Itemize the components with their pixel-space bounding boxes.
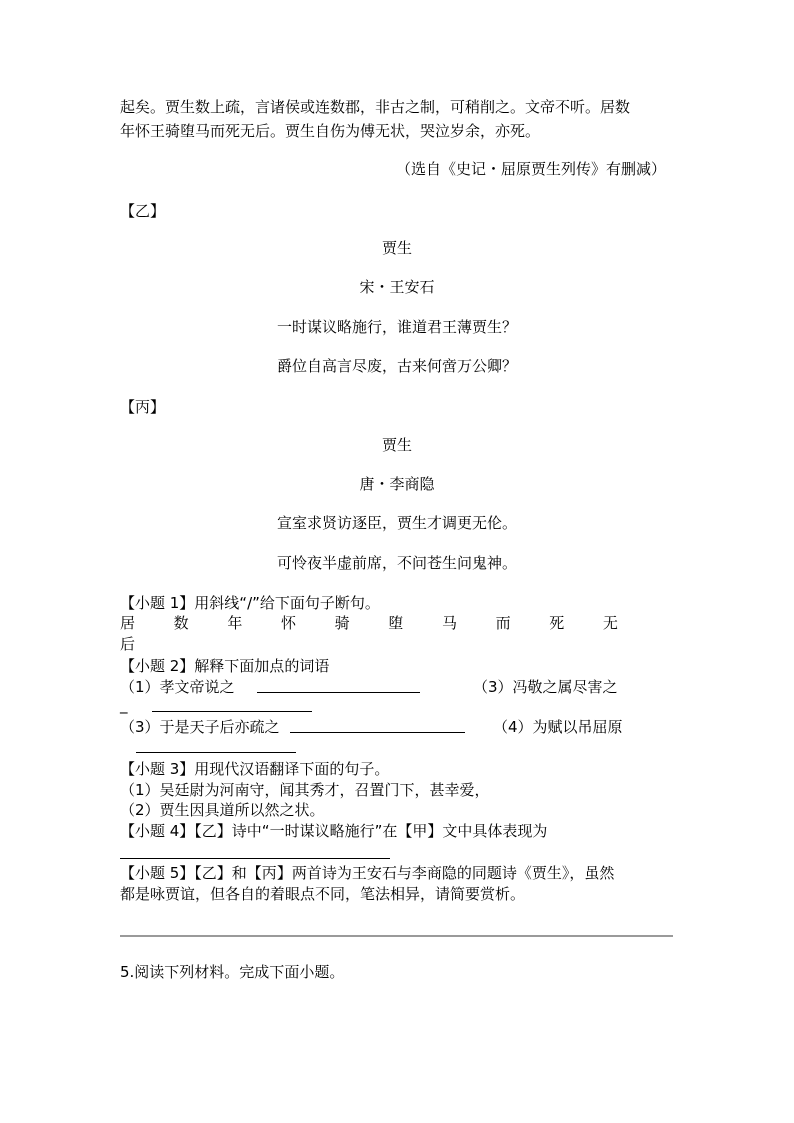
question-2-item-3: （3）于是天子后亦疏之 <box>120 718 280 736</box>
sentence-char: 怀 <box>280 614 296 632</box>
sentence-char: 骑 <box>334 614 350 632</box>
question-2-item-2: （3）冯敬之属尽害之 <box>473 678 618 696</box>
sentence-char: 死 <box>549 614 565 632</box>
question-3-item-2: （2）贾生因具道所以然之状。 <box>120 801 325 819</box>
poem-bing-author: 唐・李商隐 <box>359 475 435 493</box>
poem-bing-line-2: 可怜夜半虚前席，不问苍生问鬼神。 <box>276 554 517 572</box>
question-2-item-1: （1）孝文帝说之 <box>120 678 235 696</box>
poem-yi-line-1: 一时谋议略施行，谁道君王薄贾生？ <box>276 318 517 336</box>
answer-blank-2-1[interactable] <box>257 692 420 693</box>
question-1-prompt: 【小题 1】用斜线“/”给下面句子断句。 <box>120 594 380 612</box>
poem-yi-author: 宋・王安石 <box>359 278 435 296</box>
section-marker-bing: 【丙】 <box>120 398 166 416</box>
sentence-last-char: 后 <box>120 635 136 653</box>
question-5-line-2: 都是咏贾谊，但各自的着眼点不同，笔法相异，请简要赏析。 <box>120 885 526 903</box>
question-1-sentence <box>120 612 618 633</box>
answer-blank-2-3[interactable] <box>290 732 465 733</box>
question-5-line-1: 【小题 5】【乙】和【丙】两首诗为王安石与李商隐的同题诗《贾生》，虽然 <box>120 864 615 882</box>
sentence-char: 数 <box>173 614 189 632</box>
question-3-item-1: （1）吴廷尉为河南守，闻其秀才，召置门下，甚幸爱， <box>120 781 490 799</box>
sentence-char: 年 <box>227 614 243 632</box>
sentence-char: 而 <box>495 614 511 632</box>
question-3-prompt: 【小题 3】用现代汉语翻译下面的句子。 <box>120 760 390 778</box>
passage-line-1: 起矣。贾生数上疏，言诸侯或连数郡，非古之制，可稍削之。文帝不听。居数 <box>120 98 631 116</box>
question-2-prompt: 【小题 2】解释下面加点的词语 <box>120 657 330 675</box>
passage-source: （选自《史记・屈原贾生列传》有删减） <box>395 160 666 178</box>
answer-blank-2-4[interactable] <box>136 752 296 753</box>
sentence-char: 堕 <box>388 614 404 632</box>
question-2-item-2-tail: _ <box>120 696 128 714</box>
poem-yi-line-2: 爵位自高言尽废，古来何啻万公卿？ <box>276 357 517 375</box>
sentence-char: 无 <box>602 614 618 632</box>
poem-bing-title: 贾生 <box>381 436 412 454</box>
poem-bing-line-1: 宣室求贤访逐臣，贾生才调更无伦。 <box>276 514 517 532</box>
sentence-char: 居 <box>120 614 136 632</box>
poem-yi-title: 贾生 <box>381 239 412 257</box>
sentence-char: 马 <box>441 614 457 632</box>
question-2-item-4: （4）为赋以吊屈原 <box>493 718 623 736</box>
passage-line-2: 年怀王骑堕马而死无后。贾生自伤为傅无状，哭泣岁余，亦死。 <box>120 122 541 140</box>
answer-blank-2-2[interactable] <box>152 711 312 712</box>
section-marker-yi: 【乙】 <box>120 202 166 220</box>
answer-blank-4[interactable] <box>120 858 390 859</box>
section-divider <box>120 935 673 937</box>
question-4-prompt: 【小题 4】【乙】诗中“一时谋议略施行”在【甲】文中具体表现为 <box>120 822 548 840</box>
next-section-heading: 5.阅读下列材料。完成下面小题。 <box>120 963 345 981</box>
